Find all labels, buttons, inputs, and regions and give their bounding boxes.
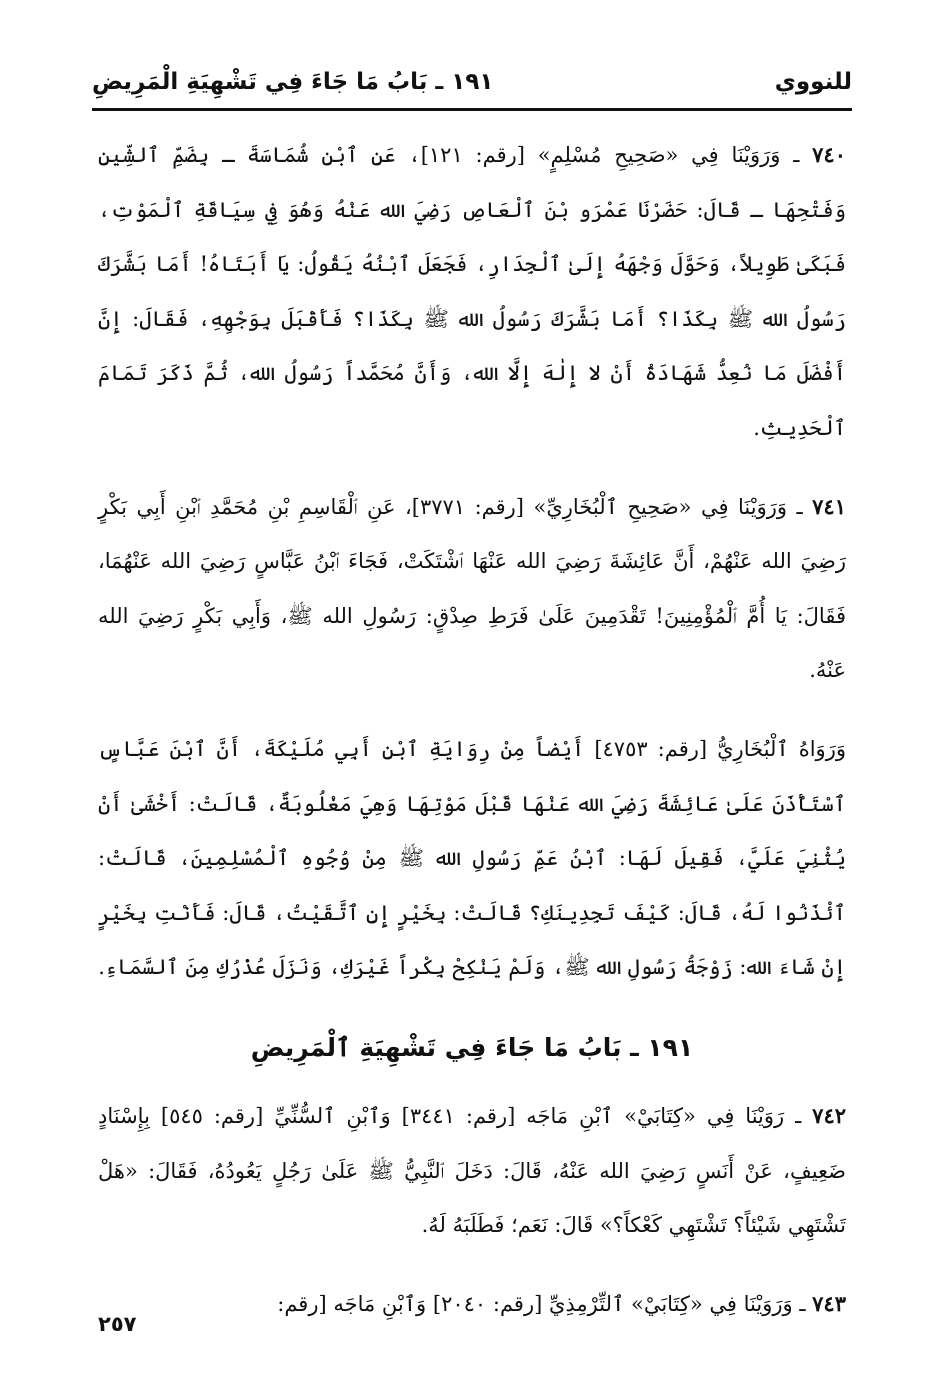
hadith-740 [98,128,846,456]
hadith-741 [98,480,846,698]
running-header [92,58,852,106]
header-section-title: ١٩١ ـ بَابُ مَا جَاءَ فِي تَشْهِيَةِ الْمَرِيضِ [92,69,494,95]
page-body [98,128,847,1316]
hadith-text: ـ وَرَوَيْنَا فِي «صَحِيحِ مُسْلِمٍ» [رقم: ١٢١]، عَنِ ٱبْنِ شُمَاسَةَ ـ بِضَمِّ ٱلشِّينِ وَفَتْحِهَا ـ قَالَ: حَضَرْنَا عَمْرَو بْنَ ٱلْعَاصِ رَضِيَ الله عَنْهُ وَهُوَ فِي سِيَاقَةِ ٱلْمَوْتِ، فَبَكَىٰ طَوِيلاً، وَحَوَّلَ وَجْهَهُ إِلَىٰ ٱلْجِدَارِ، فَجَعَلَ ٱبْنُهُ يَقُولُ: يَا أَبَتَاهُ! أَمَا بَشَّرَكَ رَسُولُ الله ﷺ بِكَذَا؟ أَمَا بَشَّرَكَ رَسُولُ الله ﷺ بِكَذَا؟ فَأَقْبَلَ بِوَجْهِهِ، فَقَالَ: إِنَّ أَفْضَلَ مَا نُعِدُّ شَهَادَةُ أَنْ لا إِلٰهَ إِلَّا الله، وَأَنَّ مُحَمَّداً رَسُولُ الله، ثُمَّ ذَكَرَ تَمَامَ ٱلْحَدِيثِ. [98,143,846,440]
hadith-text: وَرَوَاهُ ٱلْبُخَارِيُّ [رقم: ٤٧٥٣] أَيْضاً مِنْ رِوَايَةِ ٱبْنِ أَبِي مُلَيْكَةَ، أَنَّ ٱبْنَ عَبَّاسٍ ٱسْتَأْذَنَ عَلَىٰ عَائِشَةَ رَضِيَ الله عَنْهَا قَبْلَ مَوْتِهَا وَهِيَ مَغْلُوبَةٌ، قَالَتْ: أَخْشَىٰ أَنْ يُثْنِيَ عَلَيَّ، فَقِيلَ لَهَا: ٱبْنُ عَمِّ رَسُولِ الله ﷺ مِنْ وُجُوهِ ٱلْمُسْلِمِينَ، قَالَتْ: ٱئْذَنُوا لَهُ، قَالَ: كَيْفَ تَجِدِينَكِ؟ قَالَتْ: بِخَيْرٍ إِنِ ٱتَّقَيْتُ، قَالَ: فَأَنْتِ بِخَيْرٍ إِنْ شَاءَ الله: زَوْجَةُ رَسُولِ الله ﷺ، وَلَمْ يَنْكِحْ بِكْراً غَيْرَكِ، وَنَزَلَ عُذْرُكِ مِنَ ٱلسَّمَاءِ. [98,736,846,980]
hadith-number: ٧٤١ [812,493,846,519]
page-number: ٢٥٧ [98,1312,137,1336]
header-book-title: للنووي [774,69,852,95]
hadith-number: ٧٤٣ [812,1290,846,1316]
hadith-741-continuation [98,722,846,995]
hadith-742 [98,1089,846,1253]
hadith-number: ٧٤٢ [812,1102,847,1128]
hadith-text: ـ وَرَوَيْنَا فِي «صَحِيحِ ٱلْبُخَارِيِّ» [رقم: ٣٧٧١]، عَنِ ٱلْقَاسِمِ بْنِ مُحَمَّدِ ٱبْنِ أَبِي بَكْرٍ رَضِيَ الله عَنْهُمْ، أَنَّ عَائِشَةَ رَضِيَ الله عَنْهَا ٱشْتَكَتْ، فَجَاءَ ٱبْنُ عَبَّاسٍ رَضِيَ الله عَنْهُمَا، فَقَالَ: يَا أُمَّ ٱلْمُؤْمِنِينَ! تَقْدَمِينَ عَلَىٰ فَرَطِ صِدْقٍ: رَسُولِ الله ﷺ، وَأَبِي بَكْرٍ رَضِيَ الله عَنْهُ. [98,494,846,683]
hadith-text: ـ رَوَيْنَا فِي «كِتَابَيْ» ٱبْنِ مَاجَه [رقم: ٣٤٤١] وَٱبْنِ ٱلسُّنِّيِّ [رقم: ٥٤٥] بِإِسْنَادٍ ضَعِيفٍ، عَنْ أَنَسٍ رَضِيَ الله عَنْهُ، قَالَ: دَخَلَ ٱلنَّبِيُّ ﷺ عَلَىٰ رَجُلٍ يَعُودُهُ، فَقَالَ: «هَلْ تَشْتَهِي شَيْئاً؟ تَشْتَهِي كَعْكاً؟» قَالَ: نَعَم؛ فَطَلَبَهُ لَهُ. [98,1103,846,1238]
hadith-743 [98,1277,846,1332]
chapter-heading: ١٩١ ـ بَابُ مَا جَاءَ فِي تَشْهِيَةِ ٱلْمَرِيضِ [250,1032,694,1062]
hadith-text: ـ وَرَوَيْنَا فِي «كِتَابَيْ» ٱلتِّرْمِذِيِّ [رقم: ٢٠٤٠] وَٱبْنِ مَاجَه [رقم: [277,1291,813,1316]
hadith-number: ٧٤٠ [812,142,846,167]
header-divider [92,108,852,111]
